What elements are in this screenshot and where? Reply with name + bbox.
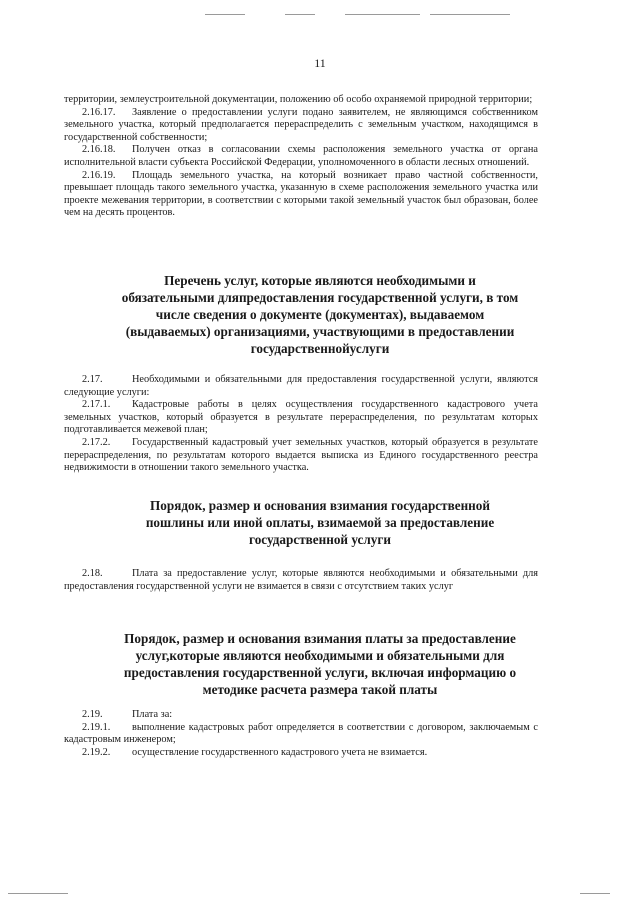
clause-text: Плата за: bbox=[132, 709, 173, 720]
section-2-17 bbox=[64, 374, 538, 475]
section-2-18 bbox=[64, 568, 538, 593]
heading-state-duty bbox=[0, 497, 640, 548]
scan-line-top-1 bbox=[205, 14, 245, 15]
heading-line: государственной услуги bbox=[249, 532, 391, 547]
page-number: 11 bbox=[314, 56, 326, 70]
paragraph bbox=[64, 709, 538, 722]
paragraph bbox=[64, 374, 538, 399]
clause-number: 2.17.2. bbox=[82, 436, 111, 448]
heading-line: Порядок, размер и основания взимания платы за предоставление bbox=[124, 631, 516, 646]
clause-number: 2.18. bbox=[82, 568, 103, 579]
clause-number: 2.19. bbox=[82, 709, 103, 720]
clause-number: 2.19.1. bbox=[82, 721, 111, 733]
paragraph bbox=[64, 747, 538, 760]
paragraph bbox=[64, 170, 538, 220]
paragraph bbox=[64, 107, 538, 145]
clause-number: 2.19.2. bbox=[82, 746, 111, 758]
heading-line: (выдаваемых) организациями, участвующими в предоставлении bbox=[125, 324, 515, 339]
clause-text: Площадь земельного участка, на который возникает право частной собственности, превышает площадь такого земельного участка, указанную в схеме расположения земельного участка или проекте межевания территории, в соответствии с которыми такой земельный участок был образован, более чем на десять процентов. bbox=[64, 169, 538, 219]
clause-text: Необходимыми и обязательными для предоставления государственной услуги, являются следующие услуги: bbox=[64, 374, 538, 398]
heading-line: числе сведения о документе (документах), выдаваемом bbox=[155, 307, 485, 322]
heading-necessary-services bbox=[0, 272, 640, 357]
clause-text: Получен отказ в согласовании схемы расположения земельного участка от органа исполнительной власти субъекта Российской Федерации, уполномоченного в области лесных отношений. bbox=[64, 144, 538, 168]
heading-line: обязательными дляпредоставления государственной услуги, в том bbox=[121, 290, 519, 305]
clause-number: 2.16.18. bbox=[82, 144, 116, 156]
clause-number: 2.17.1. bbox=[82, 399, 111, 411]
heading-line: пошлины или иной оплаты, взимаемой за предоставление bbox=[145, 515, 495, 530]
scan-line-bottom-1 bbox=[8, 893, 68, 894]
paragraph bbox=[64, 437, 538, 475]
heading-line: методике расчета размера такой платы bbox=[202, 682, 438, 697]
heading-line: Перечень услуг, которые являются необходимыми и bbox=[164, 273, 476, 288]
paragraph bbox=[64, 399, 538, 437]
clause-number: 2.17. bbox=[82, 374, 103, 385]
paragraph bbox=[64, 568, 538, 593]
paragraph bbox=[64, 144, 538, 169]
heading-line: услуг,которые являются необходимыми и обязательными для bbox=[135, 648, 505, 663]
paragraph bbox=[64, 722, 538, 747]
clause-text: Государственный кадастровый учет земельных участков, который образуется в результате перераспределения, по результатам которого выдается выписка из Единого государственного реестра недвижимости в отношении такого земельного участка. bbox=[64, 436, 538, 474]
heading-line: Порядок, размер и основания взимания государственной bbox=[150, 498, 490, 513]
section-2-16-continued bbox=[64, 94, 538, 220]
clause-text: Плата за предоставление услуг, которые являются необходимыми и обязательными для предоставления государственной услуги не взимается в связи с отсутствием таких услуг bbox=[64, 568, 538, 592]
heading-line: предоставления государственной услуги, включая информацию о bbox=[123, 665, 517, 680]
section-2-19 bbox=[64, 709, 538, 759]
scan-line-top-2 bbox=[285, 14, 315, 15]
paragraph bbox=[64, 94, 538, 107]
clause-text: осуществление государственного кадастрового учета не взимается. bbox=[132, 746, 428, 758]
scan-line-bottom-2 bbox=[580, 893, 610, 894]
clause-number: 2.16.19. bbox=[82, 169, 116, 181]
clause-number: 2.16.17. bbox=[82, 106, 116, 118]
clause-text: территории, землеустроительной документации, положению об особо охраняемой природной территории; bbox=[64, 94, 533, 105]
clause-text: Заявление о предоставлении услуги подано заявителем, не являющимся собственником земельного участка, который предполагается перераспределить с земельным участком, находящимся в государственной собственности; bbox=[64, 106, 538, 143]
scan-line-top-3 bbox=[345, 14, 420, 15]
scan-line-top-4 bbox=[430, 14, 510, 15]
clause-text: выполнение кадастровых работ определяется в соответствии с договором, заключаемым с кадастровым инженером; bbox=[64, 721, 538, 746]
heading-line: государственнойуслуги bbox=[250, 341, 390, 356]
clause-text: Кадастровые работы в целях осуществления государственного кадастрового учета земельных участков, который образуется в результате перераспределения, по результатам которых подготавливается межевой план; bbox=[64, 399, 538, 436]
heading-fee-for-services bbox=[0, 630, 640, 698]
